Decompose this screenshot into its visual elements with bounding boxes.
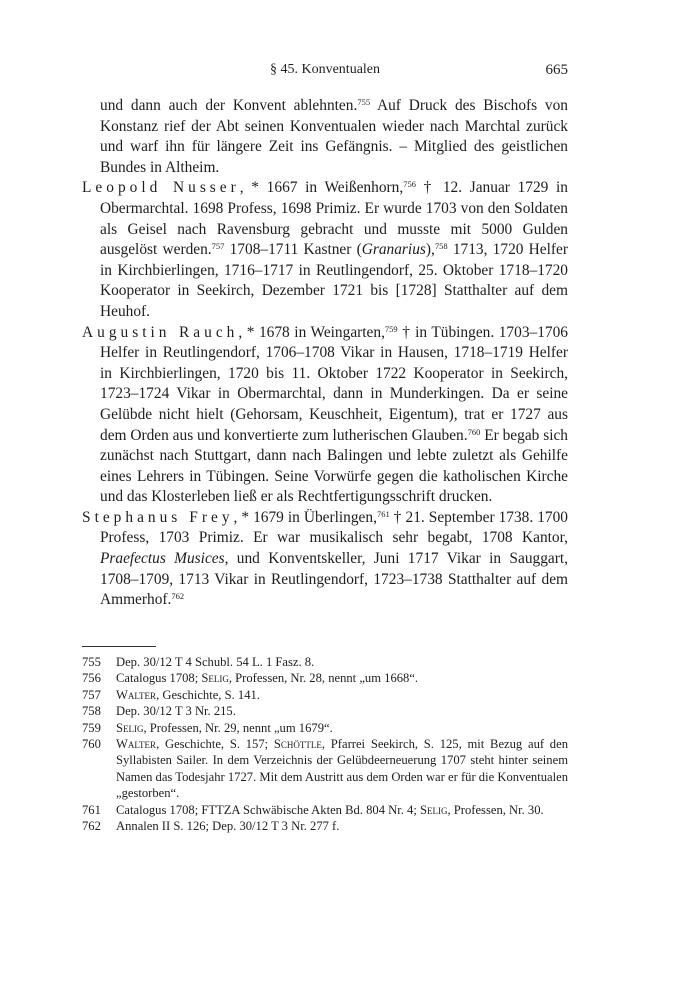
- running-header: [82, 60, 568, 82]
- footnote-text: [116, 736, 568, 802]
- author-name: Walter: [116, 687, 157, 702]
- text-run: , Professen, Nr. 29, nennt „um 1679“.: [143, 720, 333, 735]
- footnote-759: [82, 720, 568, 736]
- text-run: , Pfarrei Seekirch, S. 125, mit Bezug auf den Syllabisten Sailer. In dem Verzeichnis der Gelübdeerneuerung 1707 steht hinter seinem Namen das Todesjahr 1727. Mit dem Austritt aus dem Orden war er für die Konventualen „gestorben“.: [116, 737, 568, 801]
- footnote-ref-761[interactable]: 761: [376, 508, 390, 519]
- text-run: † 12. Januar 1729 in Obermarchtal. 1698 Profess, 1698 Primiz. Er wurde 1703 von den Soldaten als Geisel nach Ravensburg gebracht und musste mit 5000 Gulden ausgelöst werden.: [100, 179, 568, 259]
- entry-augustin-rauch: [82, 323, 568, 508]
- running-title: § 45. Konventualen: [269, 62, 381, 77]
- text-run: , * 1679 in Überlingen,: [233, 508, 377, 526]
- text-run: , Geschichte, S. 157;: [156, 737, 274, 752]
- italic-term: Praefectus Musices: [100, 550, 225, 568]
- footnote-758: [82, 703, 568, 719]
- entry-leopold-nusser: [82, 178, 568, 322]
- footnote-divider: [82, 646, 156, 647]
- author-name: Selig: [419, 802, 448, 817]
- text-run: , und Konventskeller, Juni 1717 Vikar in Sauggart, 1708–1709, 1713 Vikar in Reutlingendorf, 1723–1738 Statthalter auf dem Ammerhof.: [100, 550, 568, 609]
- person-name: Augustin Rauch: [82, 323, 239, 341]
- footnote-ref-762[interactable]: 762: [171, 591, 185, 602]
- footnote-756: [82, 670, 568, 686]
- footnote-ref-758[interactable]: 758: [434, 241, 448, 252]
- footnote-760: [82, 736, 568, 802]
- footnote-number: 756: [82, 671, 101, 686]
- text-run: † 21. September 1738. 1700 Profess, 1703 Primiz. Er war musikalisch sehr begabt, 1708 Kantor,: [100, 508, 568, 547]
- italic-term: Granarius: [361, 241, 426, 259]
- footnote-757: [82, 687, 568, 703]
- footnote-text: Dep. 30/12 T 4 Schubl. 54 L. 1 Fasz. 8.: [116, 655, 315, 669]
- footnote-ref-760[interactable]: 760: [467, 426, 481, 437]
- author-name: Selig: [116, 720, 144, 735]
- footnote-text: Annalen II S. 126; Dep. 30/12 T 3 Nr. 277 f.: [116, 819, 340, 834]
- text-run: , Professen, Nr. 30.: [447, 802, 544, 817]
- footnote-text: [116, 670, 568, 686]
- person-name: Stephanus Frey: [82, 508, 234, 526]
- footnote-ref-757[interactable]: 757: [211, 241, 225, 252]
- text-run: , Professen, Nr. 28, nennt „um 1668“.: [228, 671, 419, 686]
- footnote-ref-759[interactable]: 759: [384, 323, 398, 334]
- footnote-755: [82, 654, 568, 670]
- text-run: , * 1667 in Weißenhorn,: [239, 179, 404, 197]
- footnote-number: 757: [82, 687, 101, 702]
- text-run: und dann auch der Konvent ablehnten.: [100, 97, 358, 114]
- author-name: Selig: [201, 671, 229, 686]
- text-run: ),: [425, 241, 435, 259]
- continued-paragraph: [82, 96, 568, 178]
- text-run: † in Tübingen. 1703–1706 Helfer in Reutlingendorf, 1706–1708 Vikar in Hausen, 1718–1719 Helfer in Kirchbierlingen, 1720 bis 11. Oktober 1722 Kooperator in Seekirch, 1723–1724 Vikar in Obermarchtal, dann in Munderkingen. Da er seine Gelübde nicht hielt (Gehorsam, Keuschheit, Eigentum), trat er 1727 aus dem Orden aus und konvertierte zum lutherischen Glauben.: [100, 323, 568, 444]
- text-run: 1713, 1720 Helfer in Kirchbierlingen, 1716–1717 in Reutlingendorf, 25. Oktober 1718–1720 Kooperator in Seekirch, Dezember 1721 bis [1728] Statthalter auf dem Heuhof.: [100, 241, 568, 320]
- footnotes: [82, 654, 568, 834]
- text-run: Auf Druck des Bischofs von Konstanz rief der Abt seinen Konventualen wieder nach Marchtal zurück und warf ihn für längere Zeit ins Gefängnis. – Mitglied des geistlichen Bundes in Altheim.: [100, 97, 568, 176]
- footnote-text: [116, 720, 568, 736]
- footnote-762: [82, 818, 568, 834]
- footnote-number: 761: [82, 802, 101, 817]
- text-run: Catalogus 1708;: [116, 671, 202, 686]
- footnote-ref-755[interactable]: 755: [357, 97, 371, 107]
- footnote-text: [116, 802, 568, 818]
- text-run: 1708–1711 Kastner (: [224, 241, 362, 259]
- author-name: Schöttle: [273, 737, 322, 752]
- author-name: Walter: [116, 737, 157, 752]
- text-run: Er begab sich zunächst nach Stuttgart, dann nach Balingen und lebte zuletzt als Gehilfe eines Lehrers in Tübingen. Seine Vorwürfe gegen die katholischen Kirche und das Klosterleben ließ er als Rechtfertigungsschrift drucken.: [100, 426, 568, 506]
- footnote-number: 762: [82, 819, 101, 834]
- entry-stephanus-frey: [82, 508, 568, 611]
- footnote-number: 759: [82, 720, 101, 735]
- footnote-761: [82, 802, 568, 818]
- footnote-number: 755: [82, 655, 101, 669]
- footnote-ref-756[interactable]: 756: [403, 179, 416, 190]
- text-run: , Geschichte, S. 141.: [156, 687, 260, 702]
- person-name: Leopold Nusser: [82, 179, 240, 197]
- text-run: , * 1678 in Weingarten,: [238, 323, 385, 341]
- footnote-text: [116, 687, 568, 703]
- footnote-number: 760: [82, 737, 101, 752]
- footnote-text: Dep. 30/12 T 3 Nr. 215.: [116, 704, 236, 719]
- page-number: 665: [545, 62, 568, 78]
- footnote-number: 758: [82, 704, 101, 719]
- text-run: Catalogus 1708; FTTZA Schwäbische Akten Bd. 804 Nr. 4;: [116, 802, 420, 817]
- main-text: [82, 96, 568, 611]
